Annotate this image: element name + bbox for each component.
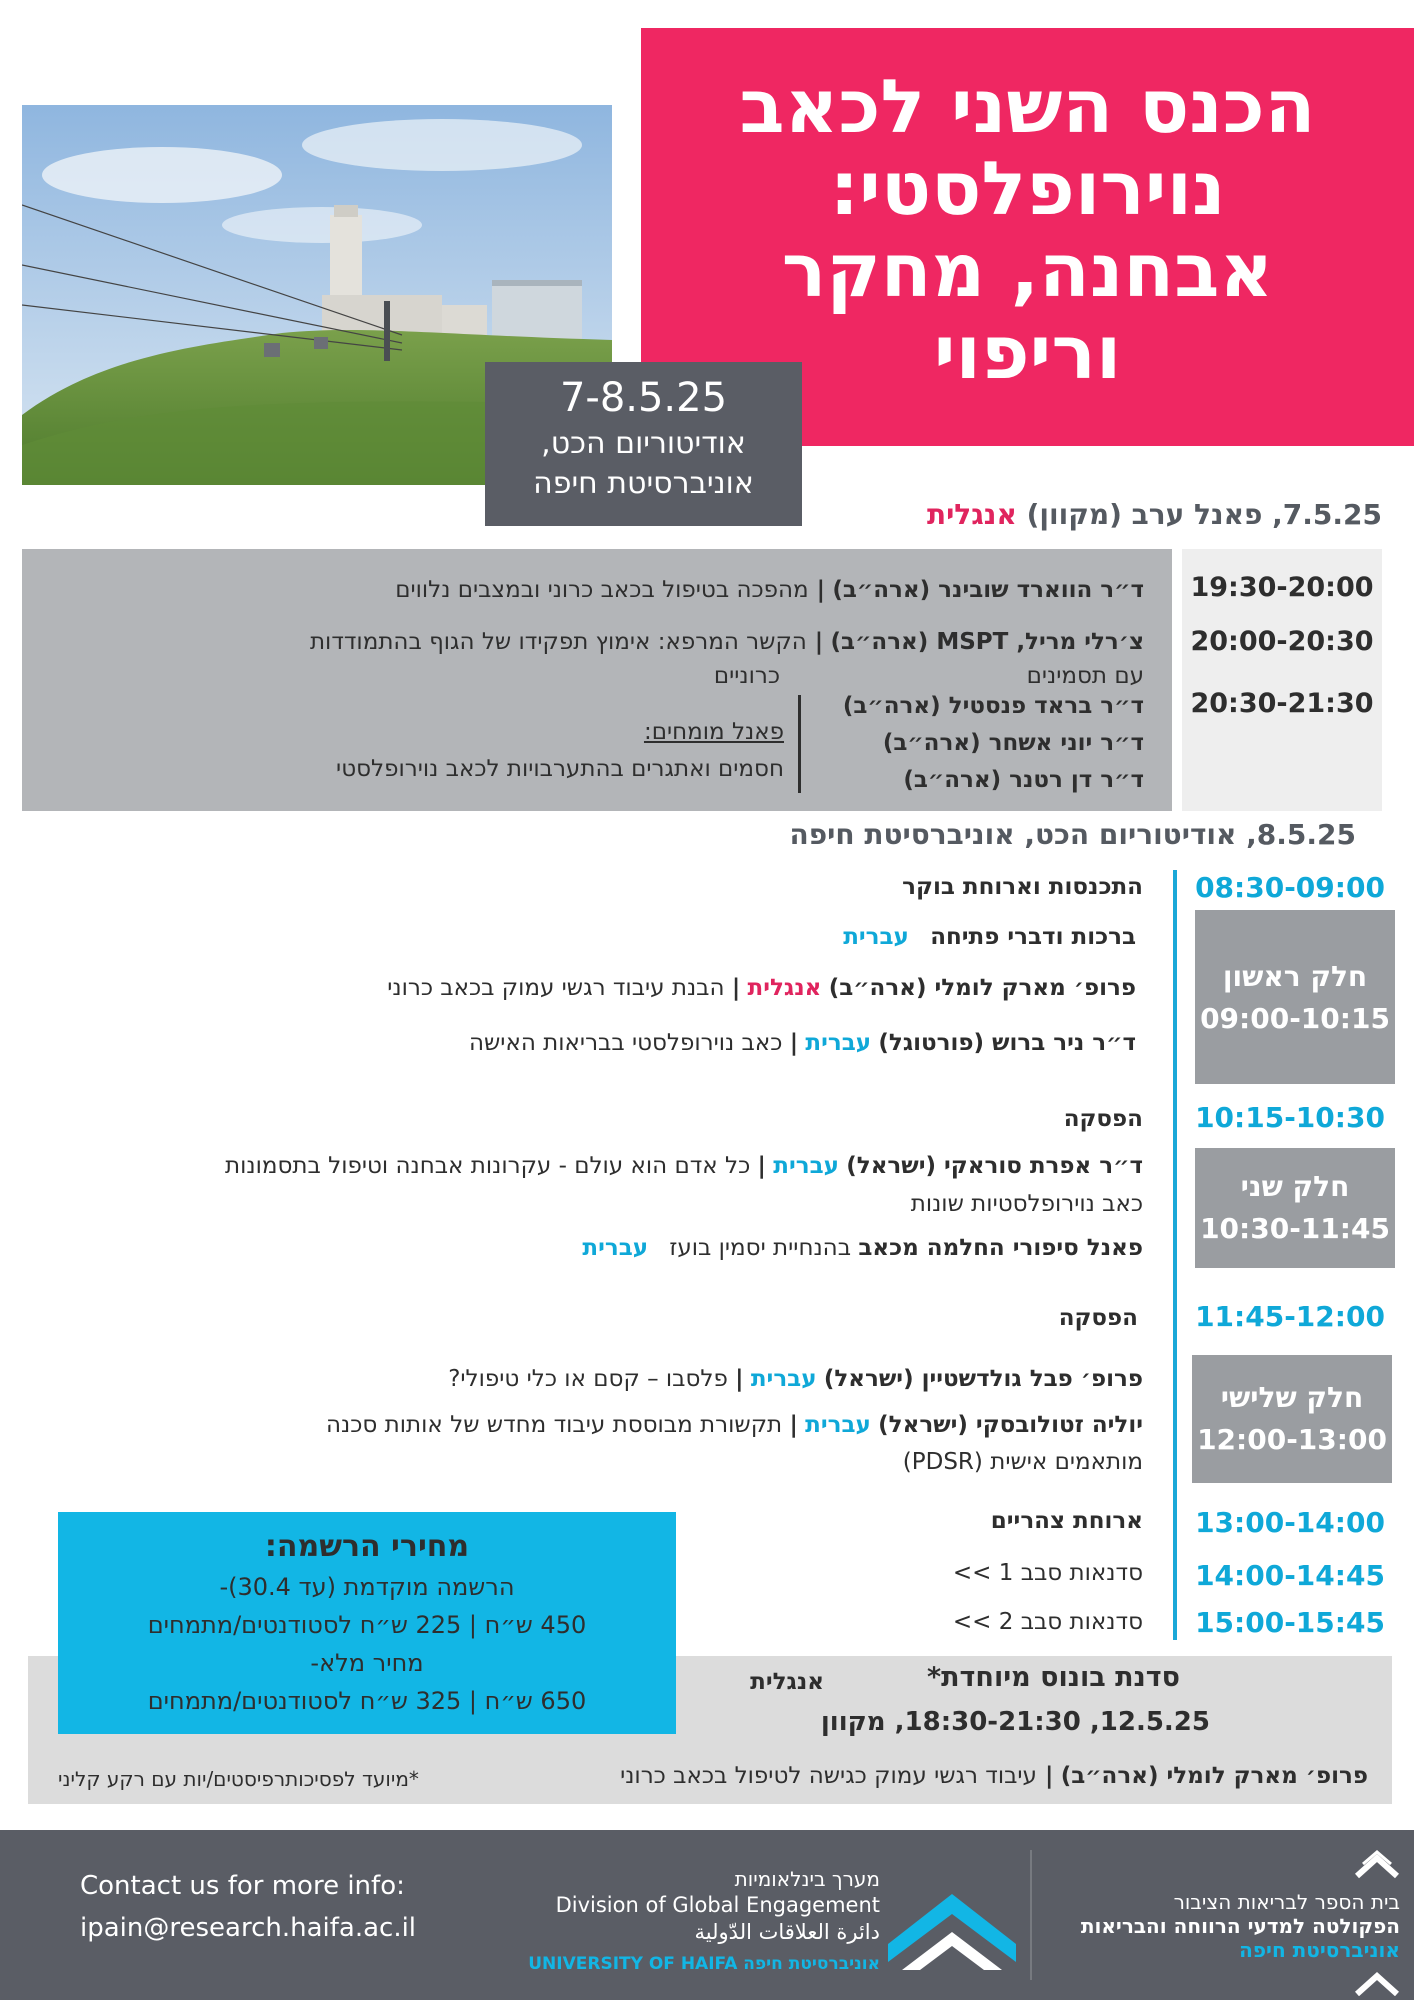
division-ar: دائرة العلاقات الدّولية [694, 1920, 880, 1944]
contact-email[interactable]: ipain@research.haifa.ac.il [80, 1913, 417, 1943]
talk-topic: כאב נוירופלסטי בבריאות האישה [468, 1030, 783, 1056]
title-line: נוירופלסטי: [829, 146, 1226, 232]
lang-hebrew: עברית [750, 1366, 817, 1392]
panel-speaker: ד״ר דן רטנר (ארה״ב) [903, 767, 1144, 793]
break-row: הפסקה [1063, 1106, 1143, 1132]
panel-title: פאנל סיפורי החלמה מכאב [858, 1235, 1143, 1261]
lang-hebrew: עברית [773, 1153, 839, 1179]
full-label: מחיר מלא- [310, 1649, 424, 1677]
schedule-time: 14:00-14:45 [1195, 1559, 1385, 1592]
talk-topic: הקשר המרפא: אימוץ תפקידו של הגוף בהתמודדות עם תסמינים [309, 629, 1144, 689]
speaker-name: ד״ר ניר ברוש (פורטוגל) [878, 1030, 1136, 1056]
schedule-time: 13:00-14:00 [1195, 1506, 1385, 1539]
venue-line: אוניברסיטת חיפה [533, 466, 754, 501]
panel-speaker: ד״ר בראד פנסטיל (ארה״ב) [842, 693, 1144, 719]
panel-title: פאנל מומחים: [643, 719, 784, 745]
speaker-name: צ׳רלי מריל, MSPT (ארה״ב) [830, 629, 1144, 655]
footer-divider [1030, 1850, 1032, 1980]
school-logo-icon [1355, 1850, 1399, 1884]
schedule-time: 10:15-10:30 [1195, 1101, 1385, 1134]
talk-topic: תקשורת מבוססת עיבוד מחדש של אותות סכנה [326, 1412, 783, 1438]
full-prices: 650 ש״ח | 325 ש״ח לסטודנטים/מתמחים [147, 1687, 587, 1715]
university-logo-icon [888, 1884, 1016, 1978]
talk-topic: עיבוד רגשי עמוק כגישה לטיפול בכאב כרוני [620, 1763, 1037, 1789]
venue-line: אודיטוריום הכט, [541, 426, 746, 461]
day2-header: 8.5.25, אודיטוריום הכט, אוניברסיטת חיפה [789, 818, 1356, 851]
opening-label: ברכות ודברי פתיחה [930, 924, 1136, 950]
registration-row: התכנסות וארוחת בוקר [902, 874, 1143, 900]
registration-prices-box [58, 1512, 676, 1734]
evening-row: ד״ר הווארד שובינר (ארה״ב) | מהפכה בטיפול בכאב כרוני ובמצבים נלווים [395, 577, 1144, 603]
bonus-note: *מיועד לפסיכותרפיסטים/יות עם רקע קליני [58, 1767, 419, 1791]
panel-topic: חסמים ואתגרים בהתערבויות לכאב נוירופלסטי [336, 756, 784, 782]
university-name-he: אוניברסיטת חיפה [1239, 1938, 1400, 1962]
part-box-1 [1195, 910, 1395, 1084]
school-logo-bottom-icon [1355, 1966, 1399, 2000]
title-line: וריפוי [933, 310, 1122, 396]
evening-time: 20:00-20:30 [1190, 626, 1374, 657]
talk-topic: הבנת עיבוד רגשי עמוק בכאב כרוני [387, 975, 725, 1001]
schedule-timeline [1173, 870, 1177, 1640]
lang-hebrew: עברית [805, 1412, 871, 1438]
schedule-time: 15:00-15:45 [1195, 1606, 1385, 1639]
bonus-when: 12.5.25, 18:30-21:30, מקוון [820, 1707, 1210, 1737]
speaker-name: פרופ׳ מארק לומלי (ארה״ב) [1060, 1763, 1368, 1789]
part-name: חלק שלישי [1220, 1381, 1364, 1414]
early-prices: 450 ש״ח | 225 ש״ח לסטודנטים/מתמחים [147, 1611, 587, 1639]
talk-row: יוליה זטולובסקי (ישראל) עברית | תקשורת מבוססת עיבוד מחדש של אותות סכנה [326, 1412, 1143, 1438]
lang-english: אנגלית [747, 975, 822, 1001]
lang-hebrew: עברית [805, 1030, 872, 1056]
workshop-row: סדנאות סבב 1 >> [952, 1560, 1143, 1586]
speaker-name: פרופ׳ מארק לומלי (ארה״ב) [828, 975, 1136, 1001]
talk-topic-continued: מותאמים אישית (PDSR) [902, 1449, 1143, 1475]
university-name: UNIVERSITY OF HAIFA אוניברסיטת חיפה [528, 1954, 880, 1974]
part-name: חלק שני [1240, 1170, 1350, 1203]
talk-topic: פלסבו – קסם או כלי טיפולי? [448, 1366, 728, 1392]
bonus-title: סדנת בונוס מיוחדת* [926, 1662, 1180, 1693]
evening-header-main: 7.5.25, פאנל ערב (מקוון) [1026, 498, 1382, 531]
faculty-name: הפקולטה למדעי הרווחה והבריאות [1080, 1914, 1400, 1938]
speaker-name: פרופ׳ פבל גולדשטיין (ישראל) [823, 1366, 1143, 1392]
talk-row: ד״ר ניר ברוש (פורטוגל) עברית | כאב נוירופלסטי בבריאות האישה [468, 1030, 1136, 1056]
evening-row: צ׳רלי מריל, MSPT (ארה״ב) | הקשר המרפא: אימוץ תפקידו של הגוף בהתמודדות עם תסמינים [309, 629, 1144, 689]
panel-divider [798, 695, 801, 793]
break-row: הפסקה [1058, 1305, 1138, 1331]
talk-topic: מהפכה בטיפול בכאב כרוני ובמצבים נלווים [395, 577, 809, 603]
part-box-3 [1192, 1355, 1392, 1483]
talk-row: פרופ׳ מארק לומלי (ארה״ב) אנגלית | הבנת עיבוד רגשי עמוק בכאב כרוני [387, 975, 1136, 1001]
lang-hebrew: עברית [582, 1235, 649, 1261]
part-time: 12:00-13:00 [1197, 1423, 1387, 1456]
panel-row [243, 1230, 1143, 1266]
opening-row [336, 919, 1136, 955]
bonus-lang: אנגלית [750, 1669, 824, 1695]
schedule-time: 11:45-12:00 [1195, 1300, 1385, 1333]
talk-row: ד״ר אפרת סוראקי (ישראל) עברית | כל אדם הוא עולם - עקרונות אבחנה וטיפול בתסמונות [225, 1153, 1143, 1179]
title-line: אבחנה, מחקר [781, 228, 1274, 314]
early-label: הרשמה מוקדמת (עד 30.4)- [219, 1573, 515, 1601]
panel-speaker: ד״ר יוני אשחר (ארה״ב) [882, 730, 1144, 756]
evening-header-lang: אנגלית [926, 498, 1017, 531]
prices-title: מחירי הרשמה: [264, 1529, 470, 1564]
part-box-2 [1195, 1148, 1395, 1268]
speaker-name: יוליה זטולובסקי (ישראל) [878, 1412, 1143, 1438]
speaker-name: ד״ר אפרת סוראקי (ישראל) [846, 1153, 1143, 1179]
school-name: בית הספר לבריאות הציבור [1173, 1890, 1400, 1914]
workshop-row: סדנאות סבב 2 >> [952, 1609, 1143, 1635]
part-time: 09:00-10:15 [1200, 1002, 1390, 1035]
talk-topic: כל אדם הוא עולם - עקרונות אבחנה וטיפול בתסמונות [225, 1153, 751, 1179]
division-en: Division of Global Engagement [555, 1893, 880, 1917]
part-name: חלק ראשון [1222, 960, 1368, 993]
speaker-name: ד״ר הווארד שובינר (ארה״ב) [832, 577, 1144, 603]
evening-header [482, 498, 1382, 531]
evening-time: 19:30-20:00 [1190, 572, 1374, 603]
lunch-row: ארוחת צהריים [990, 1508, 1143, 1534]
talk-topic-continued: כאב נוירופלסטיות שונות [910, 1191, 1143, 1217]
lang-hebrew: עברית [843, 924, 909, 950]
footer [0, 1830, 1414, 2000]
conference-title [641, 66, 1414, 394]
evening-time: 20:30-21:30 [1190, 688, 1374, 719]
bonus-talk: פרופ׳ מארק לומלי (ארה״ב) | עיבוד רגשי עמוק כגישה לטיפול בכאב כרוני [620, 1763, 1368, 1789]
panel-moderator: בהנחיית יסמין בועז [669, 1235, 851, 1261]
talk-row: פרופ׳ פבל גולדשטיין (ישראל) עברית | פלסבו – קסם או כלי טיפולי? [448, 1366, 1143, 1392]
schedule-time: 08:30-09:00 [1195, 871, 1385, 904]
division-he: מערך בינלאומיות [734, 1867, 880, 1891]
talk-topic-continued: כרוניים [713, 663, 780, 689]
contact-label: Contact us for more info: [80, 1871, 405, 1901]
event-dates: 7-8.5.25 [559, 375, 728, 421]
part-time: 10:30-11:45 [1200, 1212, 1390, 1245]
title-line: הכנס השני לכאב [739, 64, 1316, 150]
